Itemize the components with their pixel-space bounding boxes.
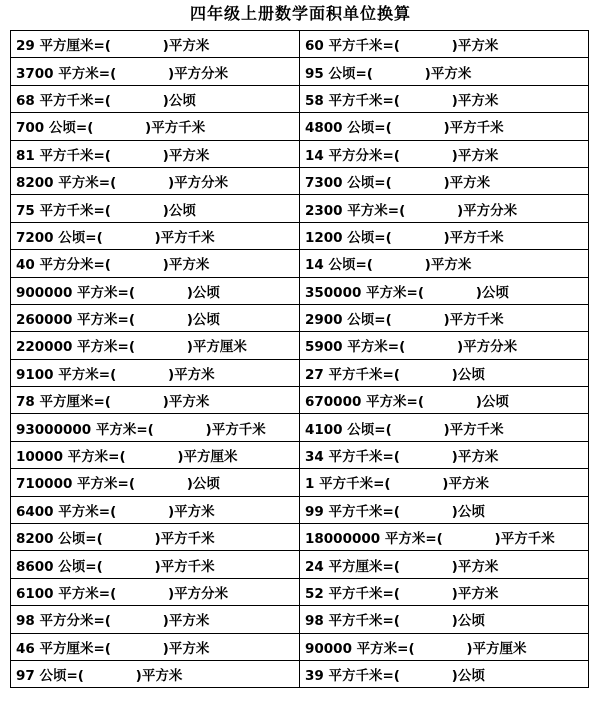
problem-left: 7200 公顷=( )平方千米 xyxy=(11,222,300,249)
problem-right: 99 平方千米=( )公顷 xyxy=(300,496,589,523)
table-row xyxy=(11,469,589,496)
table-row xyxy=(11,359,589,386)
problem-left: 98 平方分米=( )平方米 xyxy=(11,606,300,633)
table-row xyxy=(11,31,589,58)
problem-left: 8200 公顷=( )平方千米 xyxy=(11,524,300,551)
problem-left: 260000 平方米=( )公顷 xyxy=(11,304,300,331)
problem-right: 2300 平方米=( )平方分米 xyxy=(300,195,589,222)
problem-right: 39 平方千米=( )公顷 xyxy=(300,660,589,687)
problem-right: 7300 公顷=( )平方米 xyxy=(300,167,589,194)
table-row xyxy=(11,113,589,140)
problem-left: 46 平方厘米=( )平方米 xyxy=(11,633,300,660)
table-row xyxy=(11,195,589,222)
table-row xyxy=(11,633,589,660)
problem-left: 220000 平方米=( )平方厘米 xyxy=(11,332,300,359)
table-row xyxy=(11,524,589,551)
problem-left: 6400 平方米=( )平方米 xyxy=(11,496,300,523)
problem-left: 8600 公顷=( )平方千米 xyxy=(11,551,300,578)
problem-right: 14 平方分米=( )平方米 xyxy=(300,140,589,167)
problem-left: 10000 平方米=( )平方厘米 xyxy=(11,441,300,468)
problem-left: 6100 平方米=( )平方分米 xyxy=(11,578,300,605)
table-row xyxy=(11,140,589,167)
problem-left: 900000 平方米=( )公顷 xyxy=(11,277,300,304)
table-row xyxy=(11,496,589,523)
problem-right: 90000 平方米=( )平方厘米 xyxy=(300,633,589,660)
problem-left: 75 平方千米=( )公顷 xyxy=(11,195,300,222)
problem-right: 1 平方千米=( )平方米 xyxy=(300,469,589,496)
table-row xyxy=(11,222,589,249)
problem-left: 81 平方千米=( )平方米 xyxy=(11,140,300,167)
table-row xyxy=(11,304,589,331)
problem-right: 34 平方千米=( )平方米 xyxy=(300,441,589,468)
table-row xyxy=(11,58,589,85)
table-row xyxy=(11,167,589,194)
problem-right: 27 平方千米=( )公顷 xyxy=(300,359,589,386)
problem-right: 4100 公顷=( )平方千米 xyxy=(300,414,589,441)
problem-right: 58 平方千米=( )平方米 xyxy=(300,85,589,112)
table-row xyxy=(11,441,589,468)
conversion-table xyxy=(10,30,589,688)
problem-right: 350000 平方米=( )公顷 xyxy=(300,277,589,304)
table-row xyxy=(11,85,589,112)
table-row xyxy=(11,551,589,578)
problem-left: 700 公顷=( )平方千米 xyxy=(11,113,300,140)
problem-right: 2900 公顷=( )平方千米 xyxy=(300,304,589,331)
problem-left: 78 平方厘米=( )平方米 xyxy=(11,387,300,414)
problem-right: 18000000 平方米=( )平方千米 xyxy=(300,524,589,551)
problem-left: 8200 平方米=( )平方分米 xyxy=(11,167,300,194)
problem-right: 14 公顷=( )平方米 xyxy=(300,250,589,277)
problem-right: 24 平方厘米=( )平方米 xyxy=(300,551,589,578)
problem-left: 3700 平方米=( )平方分米 xyxy=(11,58,300,85)
problem-left: 9100 平方米=( )平方米 xyxy=(11,359,300,386)
table-row xyxy=(11,578,589,605)
problem-left: 68 平方千米=( )公顷 xyxy=(11,85,300,112)
table-row xyxy=(11,332,589,359)
problem-left: 93000000 平方米=( )平方千米 xyxy=(11,414,300,441)
problem-right: 52 平方千米=( )平方米 xyxy=(300,578,589,605)
table-row xyxy=(11,250,589,277)
problem-right: 60 平方千米=( )平方米 xyxy=(300,31,589,58)
table-row xyxy=(11,660,589,687)
problem-left: 710000 平方米=( )公顷 xyxy=(11,469,300,496)
problem-right: 5900 平方米=( )平方分米 xyxy=(300,332,589,359)
problem-left: 29 平方厘米=( )平方米 xyxy=(11,31,300,58)
problem-right: 670000 平方米=( )公顷 xyxy=(300,387,589,414)
table-row xyxy=(11,277,589,304)
problem-left: 97 公顷=( )平方米 xyxy=(11,660,300,687)
problem-right: 1200 公顷=( )平方千米 xyxy=(300,222,589,249)
worksheet-title: 四年级上册数学面积单位换算 xyxy=(189,4,411,23)
table-row xyxy=(11,387,589,414)
problem-right: 98 平方千米=( )公顷 xyxy=(300,606,589,633)
problem-left: 40 平方分米=( )平方米 xyxy=(11,250,300,277)
problem-right: 4800 公顷=( )平方千米 xyxy=(300,113,589,140)
problem-right: 95 公顷=( )平方米 xyxy=(300,58,589,85)
table-row xyxy=(11,414,589,441)
conversion-table-body xyxy=(11,31,589,688)
table-row xyxy=(11,606,589,633)
